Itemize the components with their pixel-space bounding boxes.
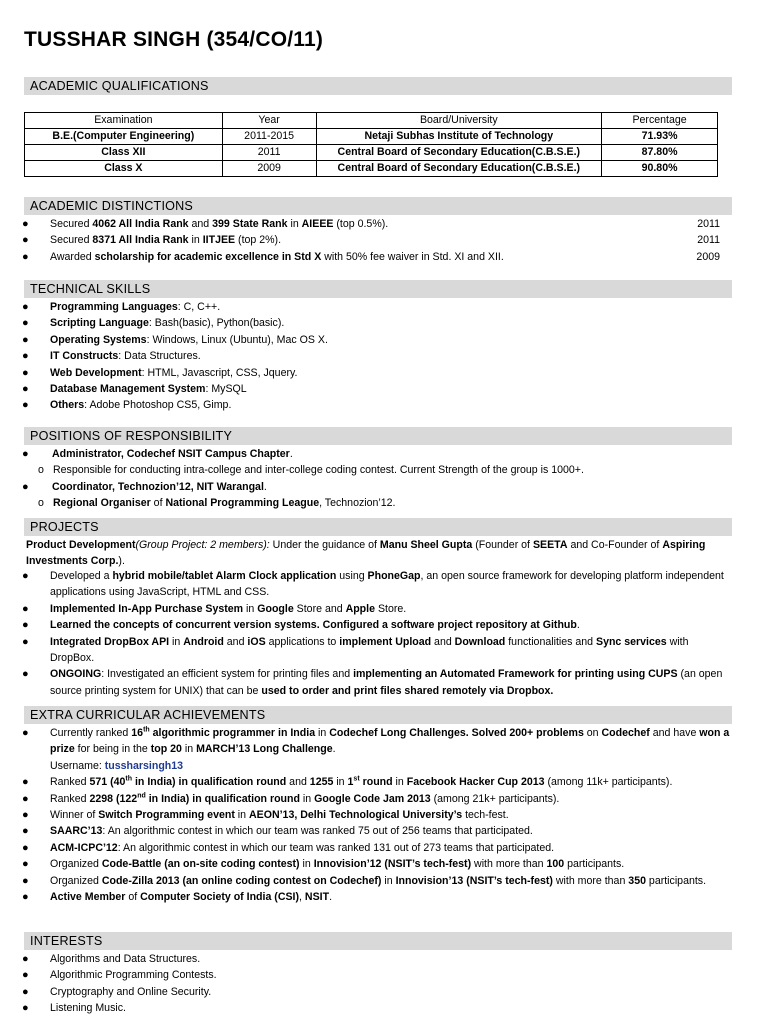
candidate-name: TUSSHAR SINGH (354/CO/11) (24, 28, 324, 51)
bullet-icon: ● (22, 825, 29, 838)
bullet-icon: ● (22, 317, 29, 330)
bullet-icon: ● (22, 301, 29, 313)
text: implementing an Automated Framework for printing using CUPS (353, 668, 678, 681)
text: in (315, 727, 330, 739)
text: Google (257, 602, 294, 615)
bullet-icon: ● (22, 480, 29, 493)
text: for being in the (74, 743, 151, 756)
text: IITJEE (202, 234, 236, 247)
text: in (234, 809, 249, 822)
text: , an open source framework for developing platform independent applications using JavaScript, HTML and CSS. (50, 570, 724, 599)
table-header-row (25, 113, 718, 129)
skill-label: Operating Systems (50, 333, 147, 346)
text: Innovision’13 (NSIT’s tech-fest) (395, 874, 553, 887)
text: 1255 (309, 776, 334, 789)
project-title (26, 537, 726, 570)
table-cell: Netaji Subhas Institute of Technology (316, 129, 602, 145)
list-item (0, 807, 738, 823)
text: and (223, 635, 248, 648)
skill-label: IT Constructs (50, 350, 119, 363)
text: 571 (89, 776, 108, 789)
text: (Founder of (472, 539, 533, 551)
text: with more than (552, 874, 629, 887)
list-item (0, 840, 738, 856)
list-item (0, 479, 740, 495)
bullet-icon: ● (22, 841, 29, 854)
text: round (359, 776, 393, 789)
table-header-cell: Year (222, 113, 316, 129)
bullet-icon: ● (22, 776, 29, 789)
bullet-icon: ● (22, 635, 29, 648)
bullet-icon: ● (22, 792, 29, 805)
text: and (286, 776, 310, 789)
skill-label: Programming Languages (50, 301, 178, 313)
table-cell: Central Board of Secondary Education(C.B.S.E.) (316, 161, 602, 177)
table-cell: Class X (25, 161, 223, 177)
text: , (299, 891, 305, 904)
interests-list (0, 951, 740, 1017)
table-cell: 2011 (222, 145, 316, 161)
bullet-icon: ● (22, 366, 29, 379)
skill-value: : Adobe Photoshop CS5, Gimp. (84, 399, 232, 412)
table-header-cell: Examination (25, 113, 223, 129)
skill-value: : C, C++. (177, 301, 221, 313)
circle-bullet-icon: o (38, 464, 44, 477)
table-cell: 2009 (222, 161, 316, 177)
text: Currently ranked (50, 727, 132, 739)
list-item (0, 299, 740, 315)
text: (among 21k+ participants). (430, 792, 560, 805)
bullet-icon: ● (22, 619, 29, 632)
text: National Programming League (165, 497, 320, 510)
qualifications-table (24, 112, 718, 177)
text: (among 11k+ participants). (544, 776, 673, 789)
list-item (0, 1000, 740, 1016)
bullet-icon: ● (22, 333, 29, 346)
bullet-icon: ● (22, 1002, 29, 1015)
text: iOS (247, 635, 266, 648)
text: Awarded (50, 250, 95, 263)
list-item (0, 381, 740, 397)
text: in qualification round (189, 792, 300, 805)
position-title: Coordinator, Technozion’12, NIT Warangal (52, 480, 264, 493)
text: ACM-ICPC’12 (50, 841, 118, 854)
bullet-icon: ● (22, 809, 29, 822)
text: in (333, 776, 348, 789)
list-item (0, 856, 738, 872)
table-header-cell: Board/University (316, 113, 602, 129)
text: tech-fest. (462, 809, 509, 822)
text: applications to (265, 635, 340, 648)
text: th (143, 726, 150, 734)
text: 16 (131, 727, 144, 739)
table-cell: Central Board of Secondary Education(C.B.S.E.) (316, 145, 602, 161)
text: 100 (546, 858, 565, 871)
sub-item (0, 462, 740, 478)
text: 8371 All India Rank (92, 234, 189, 247)
list-item (0, 332, 740, 348)
text: . (263, 480, 267, 493)
bullet-icon: ● (22, 602, 29, 615)
text: Android (183, 635, 224, 648)
section-positions: POSITIONS OF RESPONSIBILITY (24, 427, 732, 445)
text: Ranked (50, 776, 90, 789)
text: PhoneGap (367, 570, 421, 582)
text: won a prize (50, 727, 730, 756)
text: in (381, 874, 396, 887)
text: Innovision’12 (NSIT’s tech-fest) (313, 858, 472, 871)
list-item (0, 951, 740, 967)
bullet-icon: ● (22, 234, 29, 247)
skill-value: : Bash(basic), Python(basic). (148, 317, 285, 330)
text: 2298 (89, 792, 114, 805)
text: SAARC’13 (50, 825, 103, 838)
list-item (0, 232, 740, 248)
bullet-icon: ● (22, 570, 29, 582)
text: in (299, 858, 314, 871)
skill-label: Web Development (50, 366, 142, 379)
list-item (0, 568, 735, 601)
circle-bullet-icon: o (38, 497, 44, 510)
table-cell: Class XII (25, 145, 223, 161)
text: and have (649, 727, 700, 739)
text: in qualification round (175, 776, 287, 789)
text: Organized (50, 874, 102, 887)
text: . (329, 891, 333, 904)
list-item (0, 348, 740, 364)
text: functionalities and (505, 635, 596, 648)
text: (Group Project: 2 members): (135, 539, 270, 551)
bullet-icon: ● (22, 969, 29, 982)
bullet-icon: ● (22, 953, 29, 965)
bullet-icon: ● (22, 668, 29, 681)
text: top 20 (150, 743, 182, 756)
bullet-icon: ● (22, 350, 29, 363)
text: (top 2%). (235, 234, 282, 247)
text: in (243, 602, 258, 615)
list-item (0, 397, 740, 413)
text: Implemented In-App Purchase System (50, 602, 244, 615)
table-cell: 87.80% (602, 145, 718, 161)
text: in (169, 635, 184, 648)
bullet-icon: ● (22, 399, 29, 412)
text: Store and (293, 602, 346, 615)
skill-value: : HTML, Javascript, CSS, Jquery. (141, 366, 298, 379)
text: Computer Society of India (CSI) (140, 891, 300, 904)
text: (122 (113, 792, 138, 805)
table-cell: 90.80% (602, 161, 718, 177)
skill-label: Database Management System (50, 383, 206, 396)
list-item (0, 984, 740, 1000)
skill-value: : MySQL (205, 383, 247, 396)
skill-label: Others (50, 399, 85, 412)
text: and (188, 218, 213, 230)
text: in (181, 743, 197, 756)
bullet-icon: ● (22, 250, 29, 263)
list-item (0, 823, 738, 839)
section-technical-skills: TECHNICAL SKILLS (24, 280, 732, 298)
distinction-year: 2011 (697, 234, 720, 247)
text: (an open source printing system for UNIX) that can be (50, 668, 723, 697)
text: nd (137, 792, 146, 800)
text: with DropBox. (50, 635, 689, 665)
interest-text: Algorithms and Data Structures. (50, 953, 201, 965)
text: : An algorithmic contest in which our team was ranked 75 out of 256 teams that participated. (102, 825, 533, 838)
list-item (0, 967, 740, 983)
text: MARCH’13 Long Challenge (196, 743, 333, 756)
text: AEON’13, Delhi Technological University’s (249, 809, 463, 822)
text: in (299, 792, 315, 805)
text: SEETA (532, 539, 568, 551)
codechef-username-link[interactable]: tussharsingh13 (104, 759, 184, 772)
text: participants. (564, 858, 625, 871)
section-academic-qualifications: ACADEMIC QUALIFICATIONS (24, 77, 732, 95)
text: with 50% fee waiver in Std. XI and XII. (321, 250, 504, 263)
distinction-year: 2009 (696, 250, 720, 263)
distinctions-list (0, 216, 740, 265)
text: st (353, 775, 360, 783)
list-item (0, 216, 740, 232)
text: ). (118, 555, 125, 568)
list-item (0, 601, 735, 617)
text: Winner of (50, 809, 99, 822)
list-item (0, 774, 738, 790)
bullet-icon: ● (22, 448, 29, 460)
list-item (0, 365, 740, 381)
text: , Technozion’12. (319, 497, 396, 510)
text: 1 (347, 776, 354, 789)
skills-list (0, 299, 740, 414)
skill-value: : Windows, Linux (Ubuntu), Mac OS X. (146, 333, 328, 346)
text: Secured (50, 234, 93, 247)
text: 399 State Rank (212, 218, 288, 230)
text: of (150, 497, 166, 510)
bullet-icon: ● (22, 858, 29, 871)
text: with more than (471, 858, 547, 871)
text: and (431, 635, 455, 648)
text: in India) (145, 792, 190, 805)
text: ONGOING (50, 668, 102, 681)
text: Download (454, 635, 506, 648)
text: using (336, 570, 368, 582)
interest-text: Algorithmic Programming Contests. (50, 969, 217, 982)
text: Responsible for conducting intra-college and inter-college coding contest. Current Strength of the group is 1000+. (53, 464, 584, 477)
text: and Co-Founder of (567, 539, 660, 551)
bullet-icon: ● (22, 727, 29, 739)
text: implement Upload (339, 635, 432, 648)
text: Integrated DropBox API (50, 635, 170, 648)
bullet-icon: ● (22, 383, 29, 396)
text: Product Development (26, 539, 136, 551)
text: NSIT (304, 891, 330, 904)
list-item (0, 666, 735, 699)
table-cell: B.E.(Computer Engineering) (25, 129, 223, 145)
table-cell: 2011-2015 (222, 129, 316, 145)
table-row (25, 161, 718, 177)
text: on (583, 727, 602, 739)
text: Sync services (596, 635, 667, 648)
bullet-icon: ● (22, 218, 29, 230)
text: participants. (645, 874, 707, 887)
text: in India) (132, 776, 176, 789)
text: in (392, 776, 407, 789)
bullet-icon: ● (22, 874, 29, 887)
table-cell: 71.93% (602, 129, 718, 145)
text: Ranked (50, 792, 90, 805)
text: 350 (628, 874, 646, 887)
text: AIEEE (301, 218, 334, 230)
interest-text: Listening Music. (50, 1002, 126, 1015)
text: Codechef (601, 727, 650, 739)
text: Apple (345, 602, 375, 615)
table-header-cell: Percentage (602, 113, 718, 129)
list-item (0, 725, 738, 774)
distinction-year: 2011 (697, 218, 720, 230)
text: . (289, 448, 293, 460)
section-interests: INTERESTS (24, 932, 732, 950)
section-academic-distinctions: ACADEMIC DISTINCTIONS (24, 197, 732, 215)
text: Aspiring Investments Corp. (26, 539, 706, 568)
text: . (576, 619, 580, 632)
text: (40 (107, 776, 126, 789)
text: Code-Battle (an on-site coding contest) (101, 858, 300, 871)
text: Developed a (50, 570, 113, 582)
text: : Investigated an efficient system for printing files and (101, 668, 354, 681)
text: Switch Programming event (98, 809, 235, 822)
list-item (0, 249, 740, 265)
skill-label: Scripting Language (50, 317, 149, 330)
text: th (125, 775, 133, 783)
text: Manu Sheel Gupta (379, 539, 473, 551)
text: in (287, 218, 302, 230)
table-row (25, 129, 718, 145)
section-projects: PROJECTS (24, 518, 732, 536)
position-title: Administrator, Codechef NSIT Campus Chapter (52, 448, 290, 460)
text: 4062 All India Rank (92, 218, 189, 230)
text: algorithmic programmer in India (149, 727, 316, 739)
list-item (0, 446, 740, 462)
text: Organized (50, 858, 102, 871)
text: Code-Zilla 2013 (an online coding contest on Codechef) (101, 874, 382, 887)
text: Learned the concepts of concurrent version systems. Configured a software project repository at Github (50, 619, 577, 632)
bullet-icon: ● (22, 985, 29, 998)
text: Regional Organiser (53, 497, 151, 510)
text: Codechef Long Challenges. Solved 200+ problems (329, 727, 584, 739)
table-row (25, 145, 718, 161)
text: Under the guidance of (269, 539, 380, 551)
text: used to order and print files shared remotely via Dropbox. (261, 684, 554, 697)
text: : An algorithmic contest in which our team was ranked 131 out of 273 teams that participated. (117, 841, 555, 854)
extra-list (0, 725, 738, 905)
text: Facebook Hacker Cup 2013 (406, 776, 545, 789)
list-item (0, 873, 738, 889)
list-item (0, 315, 740, 331)
text: Store. (375, 602, 407, 615)
list-item (0, 889, 738, 905)
text: scholarship for academic excellence in Std X (94, 250, 322, 263)
projects-list (0, 568, 735, 699)
positions-list (0, 446, 740, 512)
bullet-icon: ● (22, 891, 29, 904)
text: hybrid mobile/tablet Alarm Clock application (112, 570, 337, 582)
text: in (188, 234, 203, 247)
text: Active Member (50, 891, 126, 904)
sub-item (0, 495, 740, 511)
text: . (332, 743, 336, 756)
list-item (0, 791, 738, 807)
text: Username: (50, 759, 105, 772)
text: Google Code Jam 2013 (314, 792, 431, 805)
text: Secured (50, 218, 93, 230)
interest-text: Cryptography and Online Security. (50, 985, 212, 998)
list-item (0, 617, 735, 633)
text: of (125, 891, 141, 904)
list-item (0, 634, 735, 667)
section-extra-curricular: EXTRA CURRICULAR ACHIEVEMENTS (24, 706, 732, 724)
skill-value: : Data Structures. (118, 350, 201, 363)
text: (top 0.5%). (333, 218, 389, 230)
